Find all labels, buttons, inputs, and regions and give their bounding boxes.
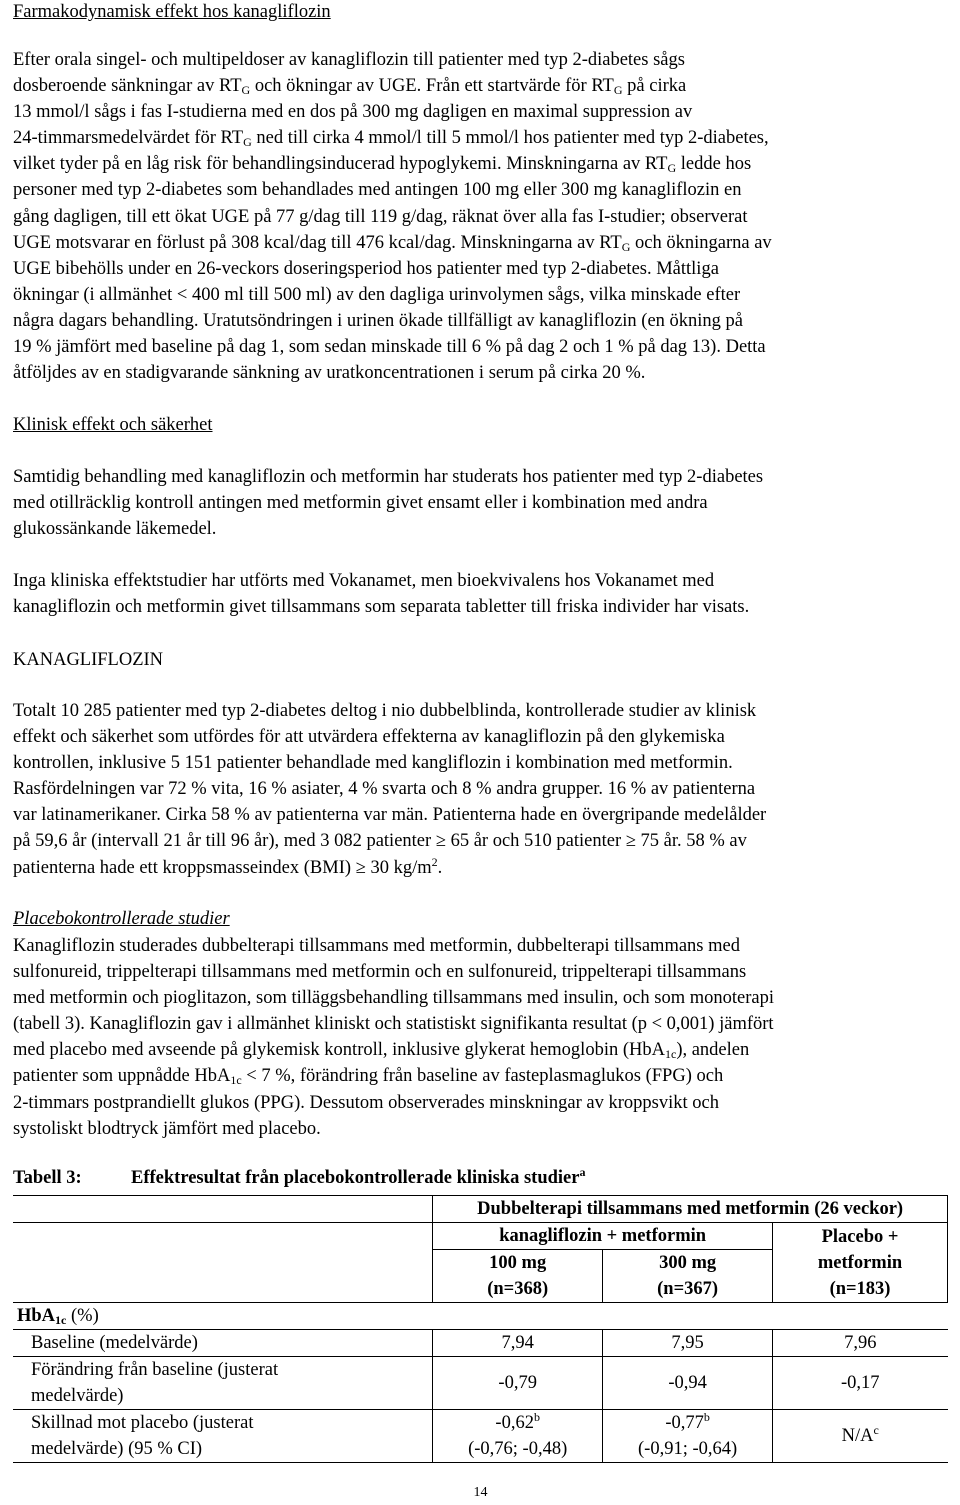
text-line: glukossänkande läkemedel. (13, 519, 217, 540)
row-label-line2: medelvärde) (31, 1386, 124, 1406)
text-line: UGE bibehölls under en 26-veckors doseringsperiod hos patienter med typ 2-diabetes. Måttliga (13, 258, 719, 279)
section-heading-clinical-efficacy: Klinisk effekt och säkerhet (13, 415, 213, 435)
header-300mg-dose: 300 mg (659, 1253, 717, 1273)
text-line: UGE motsvarar en förlust på 308 kcal/dag till 476 kcal/dag. Minskningarna av $RT_G$ och ökningarna av (13, 232, 772, 254)
cell-100mg: 7,94 (433, 1330, 603, 1357)
table-caption-title: Effektresultat från placebokontrollerade kliniska studier (131, 1168, 580, 1188)
text-line: patienter som uppnådde HbA$_{1c}$ < 7 %, förändring från baseline av fasteplasmaglukos (FPG) och (13, 1066, 724, 1088)
header-100mg (433, 1250, 603, 1303)
header-kanagliflozin-group: kanagliflozin + metformin (433, 1223, 773, 1250)
group-hba1c (13, 1303, 948, 1330)
cell-placebo: $N/A^c$ (773, 1410, 948, 1463)
table-title-cell-empty (13, 1196, 433, 1223)
cell-300mg-ci: (-0,91; -0,64) (638, 1439, 738, 1459)
table-caption-footnote: a (579, 1165, 586, 1179)
table-caption-label: Tabell 3: (13, 1168, 82, 1188)
group-hba1c-unit: (%) (66, 1306, 99, 1326)
text-line: 13 mmol/l sågs i fas I-studierna med en dos på 300 mg dagligen en maximal suppression av (13, 102, 693, 123)
row-label-line1: Skillnad mot placebo (justerat (31, 1413, 254, 1433)
text-line: kontrollen, inklusive 5 151 patienter behandlade med kangliflozin i kombination med metformin. (13, 753, 733, 774)
row-label (13, 1410, 433, 1463)
cell-300mg: 7,95 (603, 1330, 773, 1357)
text-line: effekt och säkerhet som utfördes för att utvärdera effekterna av kanagliflozin på den glykemiska (13, 727, 725, 748)
paragraph-patient-population (13, 698, 948, 881)
text-line: Rasfördelningen var 72 % vita, 16 % asiater, 4 % svarta och 8 % andra grupper. 16 % av patienterna (13, 779, 756, 800)
header-100mg-dose: 100 mg (489, 1253, 547, 1273)
paragraph-combination-therapy (13, 464, 948, 542)
row-label (13, 1357, 433, 1410)
paragraph-bioequivalence (13, 568, 948, 620)
text-line: sulfonureid, trippelterapi tillsammans med metformin och en sulfonureid, trippelterapi tillsammans (13, 962, 747, 983)
text-line: Inga kliniska effektstudier har utförts med Vokanamet, men bioekvivalens hos Vokanamet med (13, 571, 715, 591)
text-line: dosberoende sänkningar av $RT_G$ och ökningar av UGE. Från ett startvärde för $RT_G$ på cirka (13, 76, 687, 98)
text-line: Samtidig behandling med kanagliflozin och metformin har studerats hos patienter med typ 2-diabetes (13, 467, 764, 487)
cell-100mg-ci: (-0,76; -0,48) (468, 1439, 568, 1459)
text-line: Kanagliflozin studerades dubbelterapi tillsammans med metformin, dubbelterapi tillsammans med (13, 936, 740, 956)
text-line: systoliskt blodtryck jämfört med placebo. (13, 1118, 321, 1139)
cell-placebo: 7,96 (773, 1330, 948, 1357)
cell-100mg: -0,79 (433, 1357, 603, 1410)
group-hba1c-sub: 1c (55, 1313, 67, 1327)
text-line: 24-timmarsmedelvärdet för $RT_G$ ned till cirka 4 mmol/l till 5 mmol/l hos patienter med typ 2-diabetes, (13, 128, 769, 150)
text-line: några dagars behandling. Uratutsöndringen i urinen ökade tillfälligt av kanagliflozin (en ökning på (13, 310, 744, 331)
header-300mg-n: (n=367) (657, 1279, 719, 1299)
text-line: personer med typ 2-diabetes som behandlades med antingen 100 mg eller 300 mg kanagliflozin en (13, 180, 742, 201)
header-placebo (773, 1223, 948, 1303)
cell-300mg-value: -0,77$^b$ (665, 1410, 710, 1433)
text-line: kanagliflozin och metformin givet tillsammans som separata tabletter till friska individer har visats. (13, 597, 750, 618)
cell-100mg (433, 1410, 603, 1463)
text-line: på 59,6 år (intervall 21 år till 96 år), med 3 082 patienter ≥ 65 år och 510 patienter ≥ 75 år. 58 % av (13, 831, 747, 852)
header-placebo-line1: Placebo + (821, 1226, 899, 1247)
text-line: med metformin och pioglitazon, som tilläggsbehandling tillsammans med insulin, och som monoterapi (13, 988, 774, 1009)
text-line: Efter orala singel- och multipeldoser av kanagliflozin till patienter med typ 2-diabetes sågs (13, 50, 685, 70)
row-label-line1: Förändring från baseline (justerat (31, 1360, 279, 1380)
text-line: var latinamerikaner. Cirka 58 % av patienterna var män. Patienterna hade en övergripande medelålder (13, 805, 767, 826)
table-row (13, 1330, 948, 1357)
section-heading-pharmacodynamics: Farmakodynamisk effekt hos kanagliflozin (13, 2, 331, 22)
row-label: Baseline (medelvärde) (13, 1330, 433, 1357)
text-line: åtföljdes av en stadigvarande sänkning av uratkoncentrationen i serum på cirka 20 %. (13, 363, 646, 384)
paragraph-placebo-studies (13, 933, 948, 1142)
text-line: ökningar (i allmänhet < 400 ml till 500 ml) av den dagliga urinvolymen sågs, vilka minskade efter (13, 284, 741, 305)
table-title: Dubbelterapi tillsammans med metformin (26 veckor) (433, 1196, 948, 1223)
table-row (13, 1357, 948, 1410)
row-label-line2: medelvärde) (95 % CI) (31, 1439, 203, 1459)
cell-placebo: -0,17 (773, 1357, 948, 1410)
table-row (13, 1410, 948, 1463)
table-group-row (13, 1303, 948, 1330)
header-placebo-n: (n=183) (829, 1278, 891, 1299)
cell-300mg (603, 1410, 773, 1463)
header-placebo-line2: metformin (817, 1252, 903, 1273)
cell-300mg: -0,94 (603, 1357, 773, 1410)
text-line: patienterna hade ett kroppsmasseindex (BMI) ≥ 30 $kg/m^2$. (13, 854, 443, 878)
table-caption (13, 1165, 586, 1189)
table-title-row (13, 1196, 948, 1223)
text-line: 19 % jämfört med baseline på dag 1, som sedan minskade till 6 % på dag 2 och 1 % på dag 13). Detta (13, 337, 766, 358)
page-number: 14 (473, 1485, 488, 1500)
section-heading-kanagliflozin: KANAGLIFLOZIN (13, 650, 164, 670)
group-hba1c-label: HbA (17, 1306, 56, 1326)
header-300mg (603, 1250, 773, 1303)
header-empty-cell (13, 1223, 433, 1303)
text-line: vilket tyder på en låg risk för behandlingsinducerad hypoglykemi. Minskningarna av $RT_G$ ledde hos (13, 154, 752, 176)
text-line: gång dagligen, till ett ökat UGE på 77 g/dag till 119 g/dag, räknat över alla fas I-studier; observerat (13, 206, 748, 227)
efficacy-table (13, 1195, 948, 1463)
text-line: 2-timmars postprandiellt glukos (PPG). Dessutom observerades minskningar av kroppsvikt och (13, 1092, 719, 1113)
cell-100mg-value: -0,62$^b$ (495, 1410, 540, 1433)
paragraph-pharmacodynamics (13, 47, 948, 386)
header-100mg-n: (n=368) (487, 1279, 549, 1299)
text-line: (tabell 3). Kanagliflozin gav i allmänhet kliniskt och statistiskt signifikanta resultat (p < 0,001) jämfört (13, 1014, 774, 1035)
text-line: Totalt 10 285 patienter med typ 2-diabetes deltog i nio dubbelblinda, kontrollerade studier av klinisk (13, 701, 757, 721)
text-line: med placebo med avseende på glykemisk kontroll, inklusive glykerat hemoglobin (HbA$_{1c}$), andelen (13, 1040, 750, 1062)
text-line: med otillräcklig kontroll antingen med metformin givet ensamt eller i kombination med andra (13, 493, 708, 514)
table-header-row (13, 1223, 948, 1250)
section-heading-placebo-controlled: Placebokontrollerade studier (13, 909, 230, 929)
